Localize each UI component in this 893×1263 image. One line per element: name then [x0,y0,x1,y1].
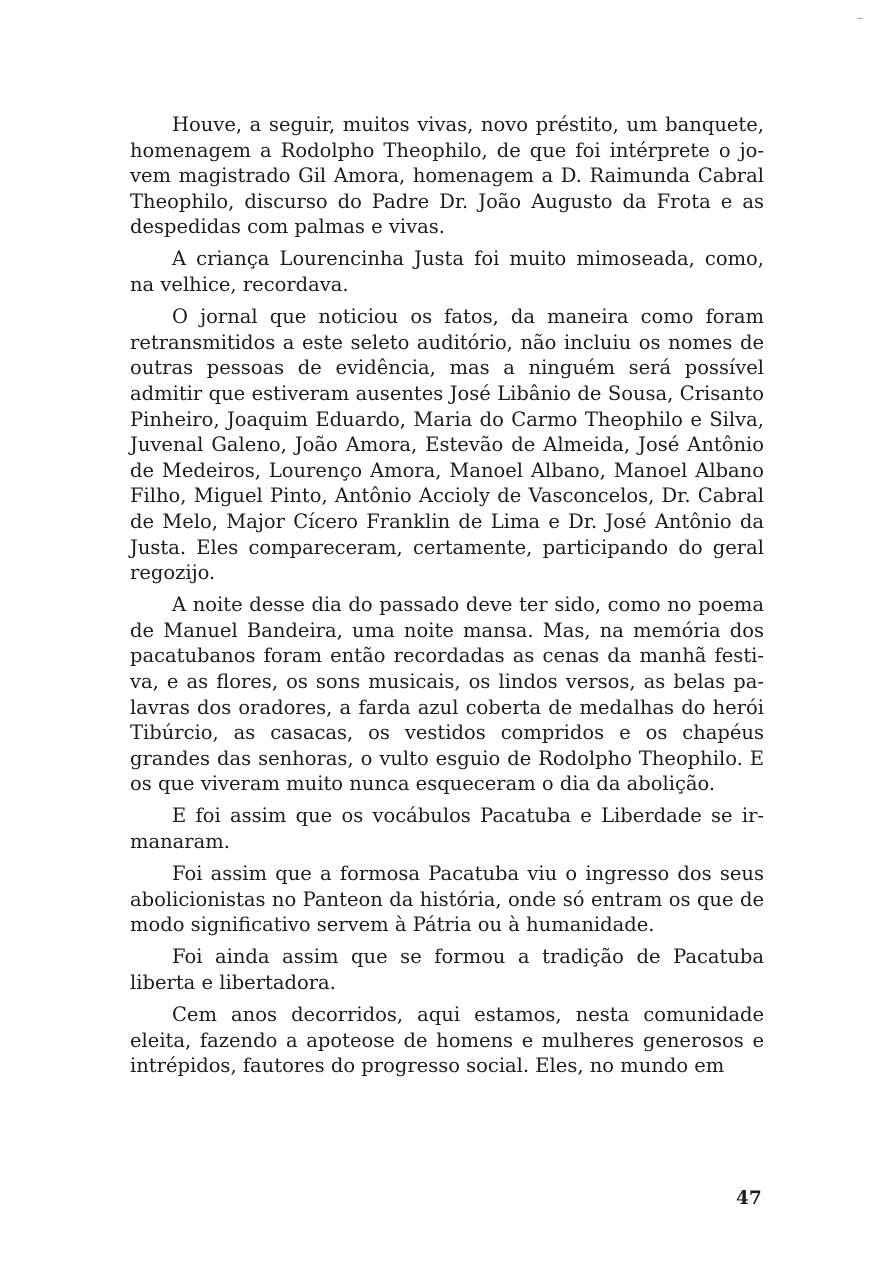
paragraph-4: A noite desse dia do passado deve ter sido, como no poema de Manuel Bandeira, uma noite mansa. Mas, na memória dos pacatubanos foram então recordadas as cenas da manhã festiva, e as flores, os sons musicais, os lindos versos, as belas palavras dos oradores, a farda azul coberta de medalhas do herói Tibúrcio, as casacas, os vestidos compridos e os chapéus grandes das senhoras, o vulto esguio de Rodolpho Theophilo. E os que viveram muito nunca esqueceram o dia da abolição. [130,593,764,796]
paragraph-7: Foi ainda assim que se formou a tradição de Pacatuba liberta e libertadora. [130,945,764,994]
paragraph-8: Cem anos decorridos, aqui estamos, nesta comunidade eleita, fazendo a apoteose de homens e mulheres generosos e intrépidos, fautores do progresso social. Eles, no mundo em [130,1003,764,1078]
paragraph-2: A criança Lourencinha Justa foi muito mimoseada, como, na velhice, recordava. [130,247,764,297]
paragraph-3: O jornal que noticiou os fatos, da maneira como foram retransmitidos a este seleto auditório, não incluiu os nomes de outras pessoas de evidência, mas a ninguém será possível admitir que estiveram ausentes José Libânio de Sousa, Crisanto Pinheiro, Joaquim Eduardo, Maria do Carmo Theophilo e Silva, Juvenal Galeno, João Amora, Estevão de Almeida, José Antônio de Medeiros, Lourenço Amora, Manoel Albano, Manoel Albano Filho, Miguel Pinto, Antônio Accioly de Vasconcelos, Dr. Cabral de Melo, Major Cícero Franklin de Lima e Dr. José Antônio da Justa. Eles compareceram, certamente, participando do geral regozijo. [130,305,764,585]
paragraph-6: Foi assim que a formosa Pacatuba viu o ingresso dos seus abolicionistas no Panteon da história, onde só entram os que de modo significativo servem à Pátria ou à humanidade. [130,862,764,937]
page-number: 47 [736,1188,762,1209]
body-text [130,112,764,1079]
scan-corner-mark [857,18,863,19]
paragraph-1: Houve, a seguir, muitos vivas, novo préstito, um banquete, homenagem a Rodolpho Theophilo, de que foi intérprete o jovem magistrado Gil Amora, homenagem a D. Raimunda Cabral Theophilo, discurso do Padre Dr. João Augusto da Frota e as despedidas com palmas e vivas. [130,113,764,239]
paragraph-5: E foi assim que os vocábulos Pacatuba e Liberdade se irmanaram. [130,804,764,854]
